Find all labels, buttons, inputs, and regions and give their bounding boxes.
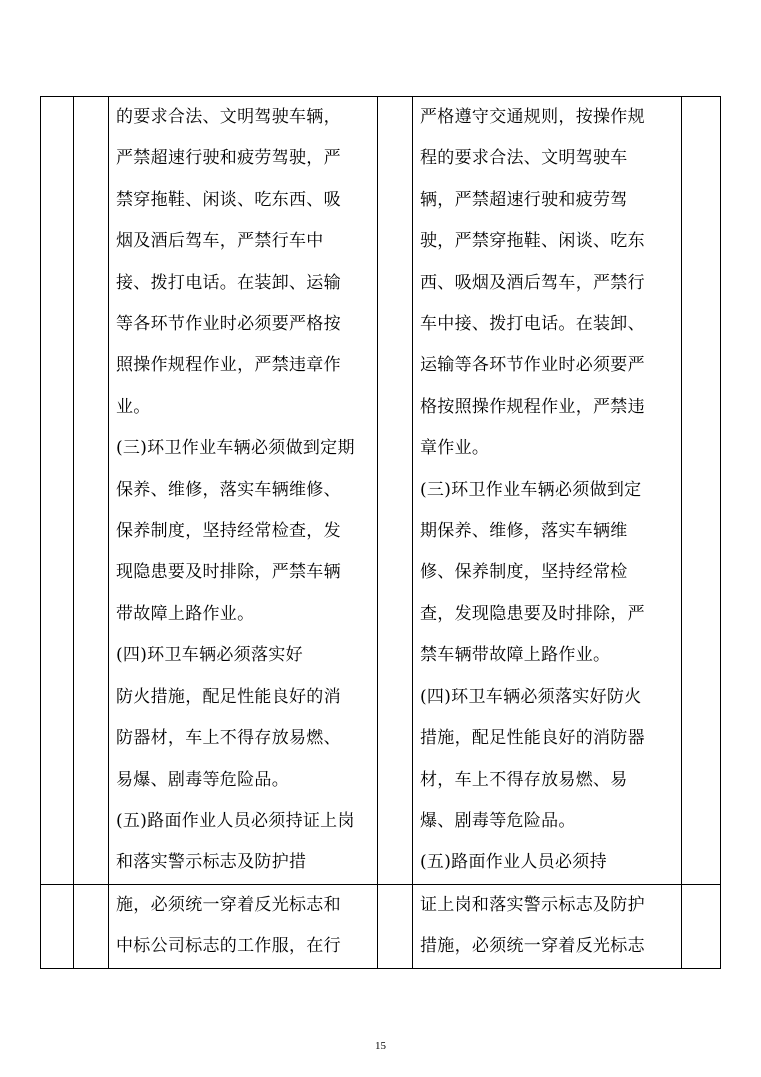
revised-text — [413, 885, 681, 968]
revised-text — [413, 97, 681, 884]
text-line: 接、拨打电话。在装卸、运输 — [116, 272, 341, 293]
original-text — [109, 97, 377, 884]
text-line: 防火措施，配足性能良好的消 — [116, 686, 341, 707]
text-line: 保养制度，坚持经常检查，发 — [116, 521, 341, 542]
text-line: 严格遵守交通规则，按操作规 — [420, 107, 645, 127]
text-line: (四)环卫车辆必须落实好 — [116, 645, 303, 666]
original-text-cell — [109, 884, 378, 968]
text-line: 严禁超速行驶和疲劳驾驶，严 — [116, 148, 341, 169]
marker-cell — [378, 97, 413, 885]
revised-text-cell — [413, 884, 682, 968]
index-cell — [41, 884, 74, 968]
text-line: 修、保养制度，坚持经常检 — [420, 562, 628, 583]
text-line: (四)环卫车辆必须落实好防火 — [420, 686, 642, 707]
text-line: 防器材，车上不得存放易燃、 — [116, 728, 341, 749]
text-line: 照操作规程作业，严禁违章作 — [116, 355, 341, 376]
note-cell — [682, 884, 721, 968]
text-line: 保养、维修，落实车辆维修、 — [116, 479, 341, 500]
text-line: 措施，配足性能良好的消防器 — [420, 728, 645, 749]
text-line: 期保养、维修，落实车辆维 — [420, 521, 628, 542]
text-line: 易爆、剧毒等危险品。 — [116, 769, 289, 790]
text-line: 等各环节作业时必须要严格按 — [116, 314, 341, 335]
text-line: 的要求合法、文明驾驶车辆， — [116, 107, 341, 127]
text-line: 现隐患要及时排除，严禁车辆 — [116, 562, 341, 583]
text-line: 驶，严禁穿拖鞋、闲谈、吃东 — [420, 231, 645, 252]
text-line: 车中接、拨打电话。在装卸、 — [420, 314, 645, 335]
original-text-cell — [109, 97, 378, 885]
text-line: 禁车辆带故障上路作业。 — [420, 645, 611, 666]
note-cell — [682, 97, 721, 885]
text-line: 和落实警示标志及防护措 — [116, 852, 307, 873]
text-line: (三)环卫作业车辆必须做到定期 — [116, 438, 355, 459]
page-number: 15 — [375, 1040, 386, 1052]
text-line: 章作业。 — [420, 438, 490, 459]
text-line: 证上岗和落实警示标志及防护 — [420, 894, 645, 915]
text-line: 格按照操作规程作业，严禁违 — [420, 396, 645, 417]
text-line: (五)路面作业人员必须持证上岗 — [116, 810, 355, 831]
text-line: 辆，严禁超速行驶和疲劳驾 — [420, 189, 628, 210]
text-line: (三)环卫作业车辆必须做到定 — [420, 479, 642, 500]
text-line: 带故障上路作业。 — [116, 603, 255, 624]
item-cell — [74, 97, 109, 885]
table-row — [41, 97, 721, 885]
text-line: 运输等各环节作业时必须要严 — [420, 355, 645, 376]
item-cell — [74, 884, 109, 968]
text-line: 中标公司标志的工作服，在行 — [116, 936, 341, 957]
original-text — [109, 885, 377, 968]
revised-text-cell — [413, 97, 682, 885]
text-line: 禁穿拖鞋、闲谈、吃东西、吸 — [116, 189, 341, 210]
text-line: 烟及酒后驾车，严禁行车中 — [116, 231, 324, 252]
table-row — [41, 884, 721, 968]
text-line: 材，车上不得存放易燃、易 — [420, 769, 628, 790]
comparison-table — [40, 96, 721, 969]
text-line: 查，发现隐患要及时排除，严 — [420, 603, 645, 624]
text-line: 施，必须统一穿着反光标志和 — [116, 894, 341, 915]
text-line: 业。 — [116, 396, 151, 417]
text-line: 措施，必须统一穿着反光标志 — [420, 936, 645, 957]
text-line: (五)路面作业人员必须持 — [420, 852, 607, 873]
text-line: 西、吸烟及酒后驾车，严禁行 — [420, 272, 645, 293]
text-line: 程的要求合法、文明驾驶车 — [420, 148, 628, 169]
text-line: 爆、剧毒等危险品。 — [420, 810, 576, 831]
index-cell — [41, 97, 74, 885]
marker-cell — [378, 884, 413, 968]
